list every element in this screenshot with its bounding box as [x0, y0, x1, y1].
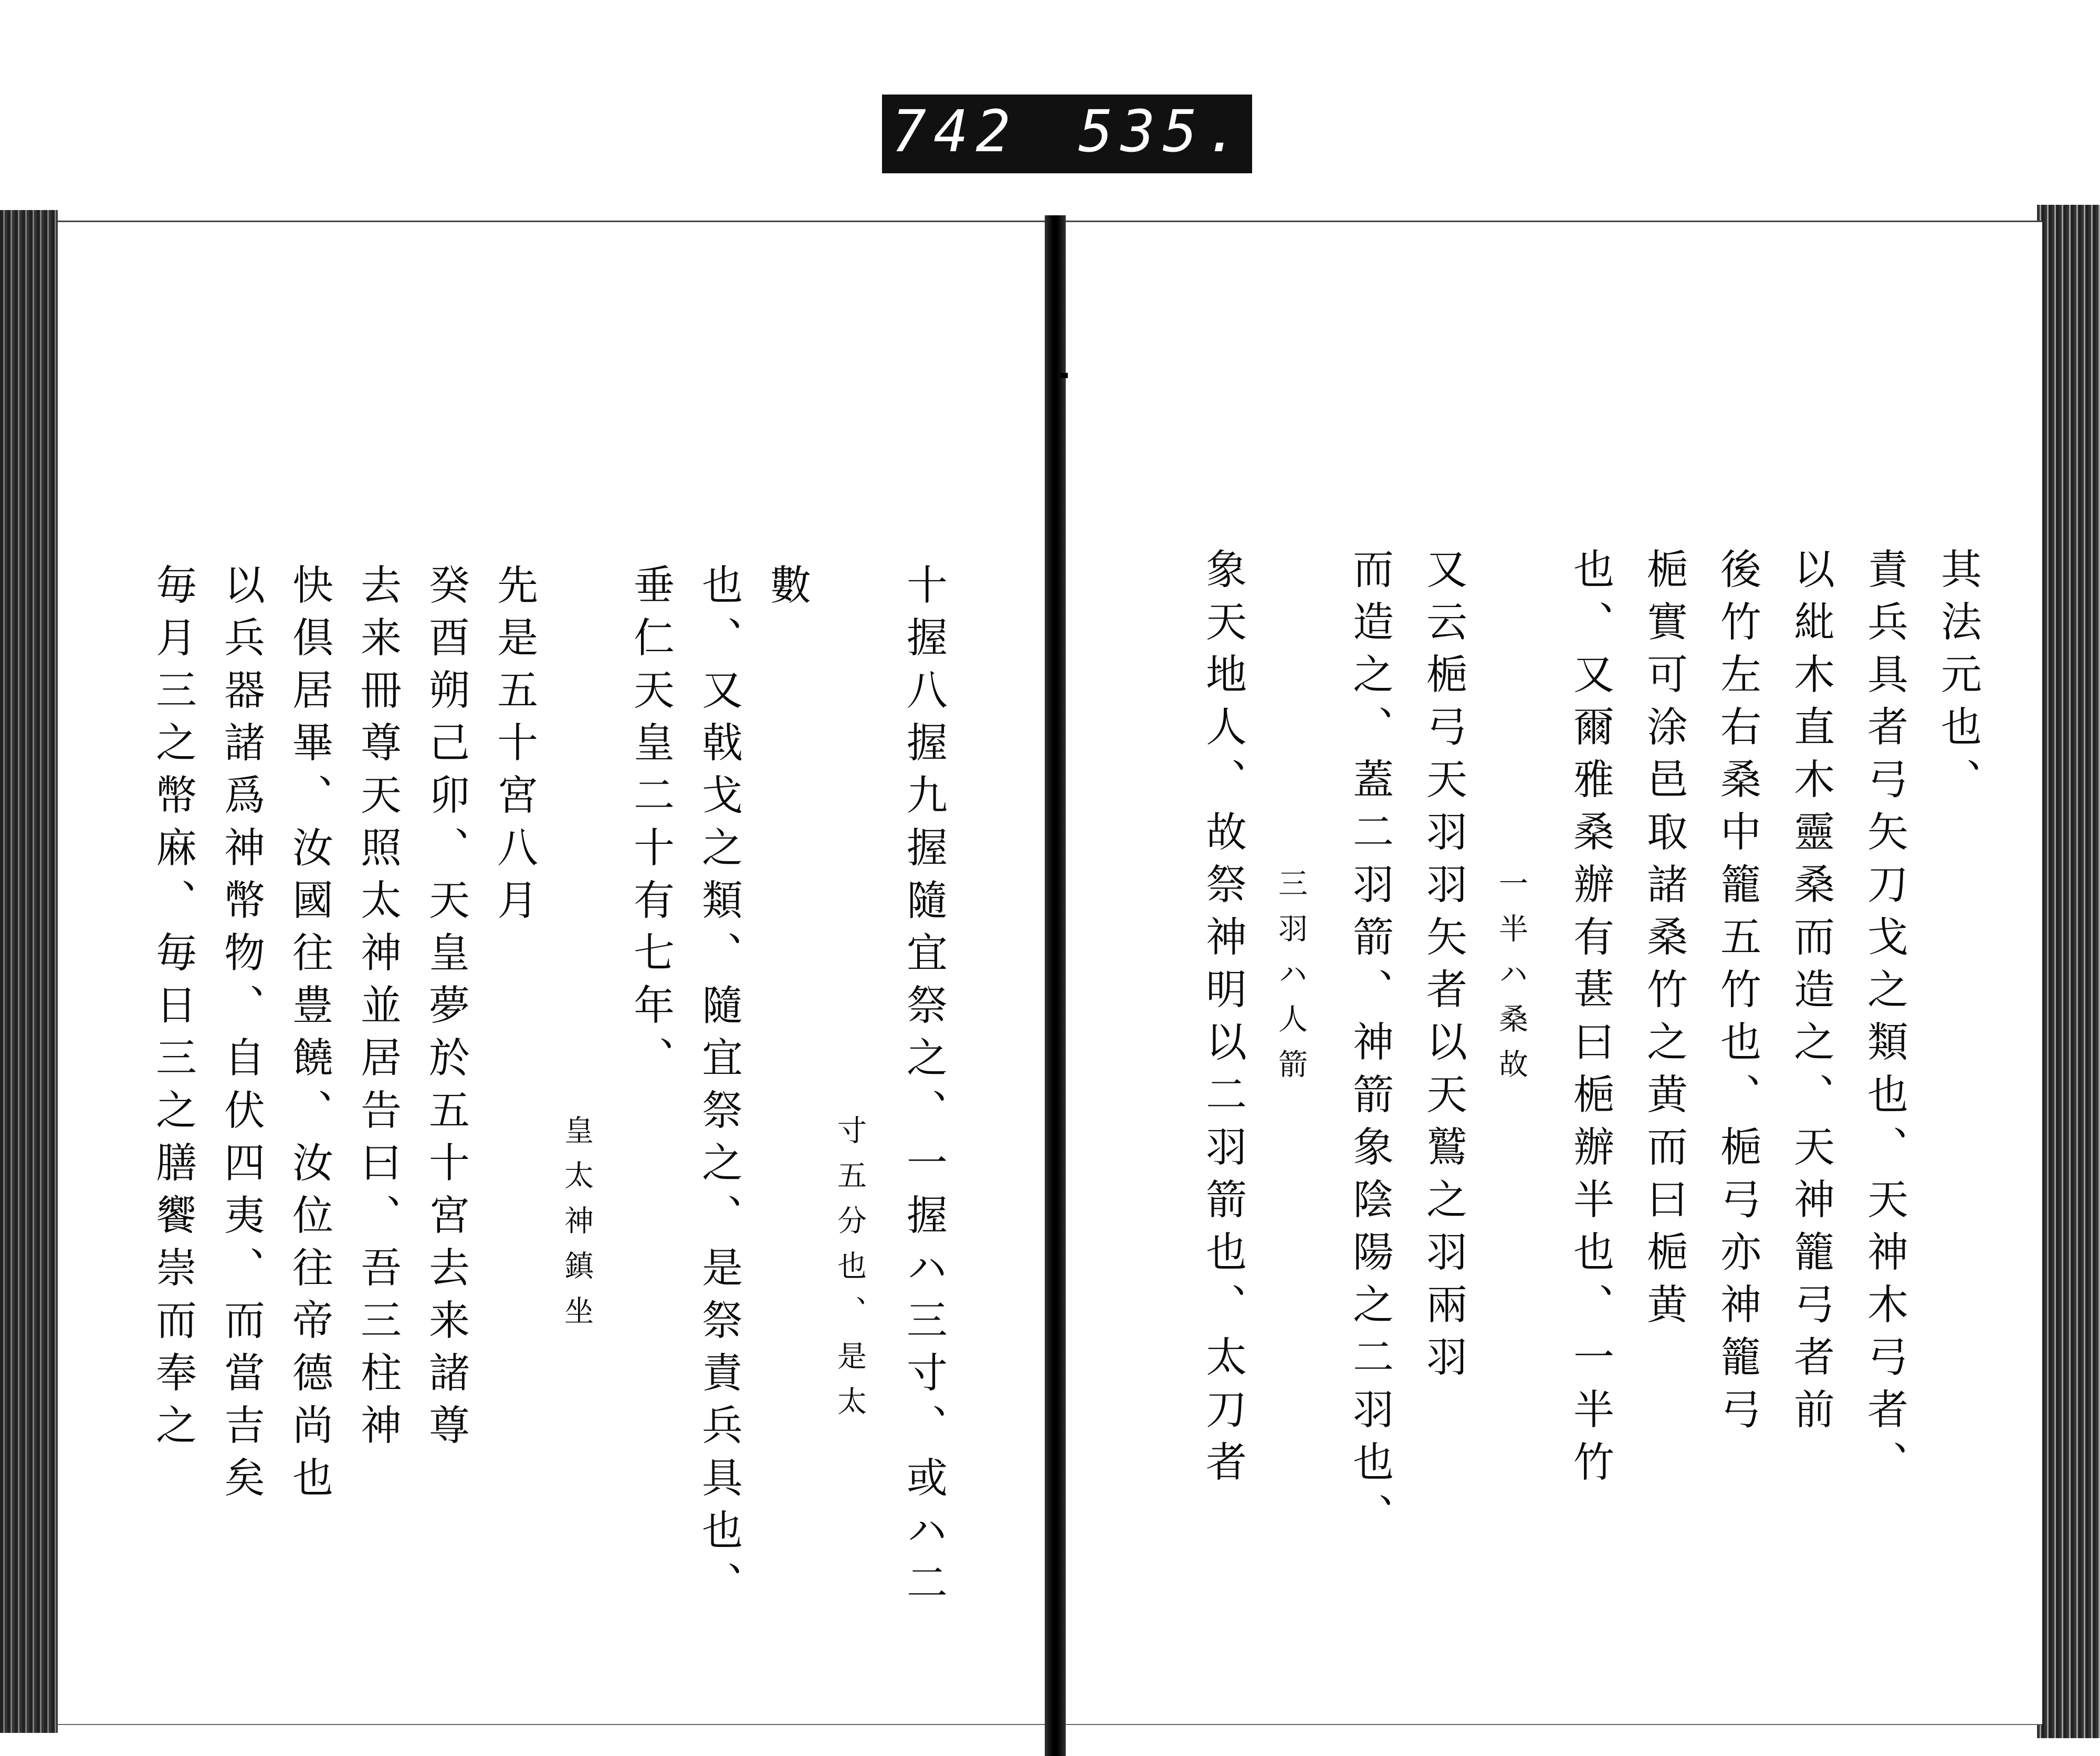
text-column: 毎月三之幣麻、毎日三之膳饗崇而奉之 [149, 563, 196, 1456]
text-column: 去来冊尊天照太神並居告曰、吾三柱神 [354, 563, 401, 1456]
text-column: 象天地人、故祭神明以二羽箭也、太刀者 [1199, 548, 1246, 1493]
text-column: 十握八握九握隨宜祭之、一握ハ三寸、或ハ二 [900, 563, 947, 1614]
text-column: 而造之、蓋二羽箭、神箭象陰陽之二羽也、 [1346, 548, 1393, 1545]
right-page-edge [2037, 205, 2100, 1738]
text-column: 也、又戟戈之類、隨宜祭之、是祭責兵具也、 [695, 563, 742, 1614]
text-column: 又云梔弓天羽羽矢者以天鷲之羽兩羽 [1420, 548, 1467, 1388]
text-column: 快倶居畢、汝國往豊饒、汝位往帝德尚也 [286, 563, 333, 1509]
text-column: 垂仁天皇二十有七年、 [627, 563, 674, 1089]
left-page [58, 221, 1045, 1725]
text-column: 後竹左右桑中籠五竹也、梔弓亦神籠弓 [1714, 548, 1761, 1440]
text-column: 以紕木直木靈桑而造之、天神籠弓者前 [1787, 548, 1834, 1440]
annotation-column: 寸五分也、是太 [833, 1115, 867, 1431]
text-column: 其法元也、 [1934, 548, 1981, 810]
annotation-column: 三羽ハ人箭 [1274, 868, 1308, 1094]
text-column: 以兵器諸爲神幣物、自伏四夷、而當吉矣 [217, 563, 265, 1509]
text-column: 癸酉朔己卯、天皇夢於五十宮去来諸尊 [422, 563, 469, 1456]
frame-number-right: 535. [1078, 98, 1247, 165]
frame-number-left: 742 [891, 98, 1018, 165]
annotation-column: 一半ハ桑故 [1494, 868, 1528, 1094]
annotation-column: 皇太神鎮坐 [560, 1115, 594, 1341]
text-column: 數 [763, 563, 811, 616]
scan-speck [1060, 373, 1068, 378]
left-page-edge [0, 210, 58, 1733]
right-page [1066, 221, 2042, 1725]
text-column: 也、又爾雅桑辦有葚曰梔辦半也、一半竹 [1567, 548, 1614, 1493]
text-column: 梔實可涂邑取諸桑竹之黄而曰梔黄 [1640, 548, 1687, 1335]
frame-counter [882, 95, 1252, 173]
book-gutter [1045, 215, 1066, 1756]
text-column: 責兵具者弓矢刀戈之類也、天神木弓者、 [1861, 548, 1908, 1493]
text-column: 先是五十宮八月 [490, 563, 538, 931]
